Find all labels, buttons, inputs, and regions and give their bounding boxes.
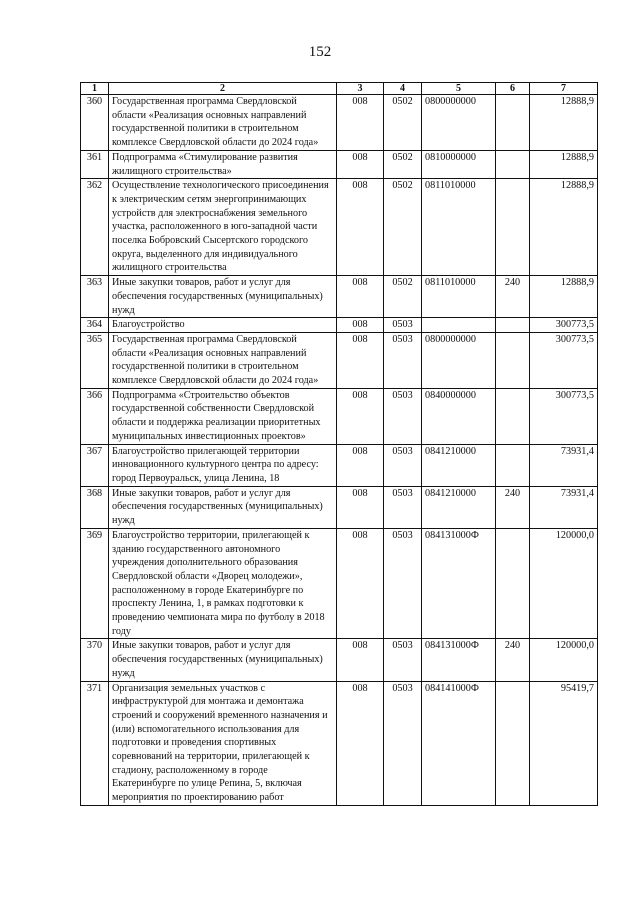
- row-number: 366: [81, 388, 109, 444]
- row-expense-type: 240: [496, 276, 530, 318]
- row-section-code: 0503: [384, 486, 422, 528]
- table-row: [81, 179, 598, 276]
- row-name: Иные закупки товаров, работ и услуг для обеспечения государственных (муниципальных) нужд: [109, 276, 337, 318]
- row-name: Подпрограмма «Строительство объектов государственной собственности Свердловской области и поддержка реализации приоритетных муниципальных инвестиционных проектов»: [109, 388, 337, 444]
- row-number: 367: [81, 444, 109, 486]
- row-sum: 120000,0: [530, 639, 598, 681]
- row-section-code: 0503: [384, 388, 422, 444]
- row-name: Осуществление технологического присоединения к электрическим сетям энергопринимающих устройств для электроснабжения земельного участка, расположенного в юго-западной части поселка Бобровский Сысертского городского округа, выделенного для индивидуального жилищного строительства: [109, 179, 337, 276]
- row-department-code: 008: [337, 95, 384, 151]
- column-header: 1: [81, 83, 109, 95]
- row-section-code: 0502: [384, 150, 422, 178]
- row-number: 364: [81, 318, 109, 333]
- table-row: [81, 639, 598, 681]
- row-target-code: 0841210000: [422, 486, 496, 528]
- column-header: 7: [530, 83, 598, 95]
- row-department-code: 008: [337, 179, 384, 276]
- row-number: 361: [81, 150, 109, 178]
- row-expense-type: [496, 528, 530, 639]
- row-number: 368: [81, 486, 109, 528]
- row-department-code: 008: [337, 388, 384, 444]
- row-expense-type: [496, 681, 530, 805]
- row-target-code: 0841210000: [422, 444, 496, 486]
- row-name: Подпрограмма «Стимулирование развития жилищного строительства»: [109, 150, 337, 178]
- row-name: Иные закупки товаров, работ и услуг для обеспечения государственных (муниципальных) нужд: [109, 639, 337, 681]
- row-name: Государственная программа Свердловской области «Реализация основных направлений государственной политики в строительном комплексе Свердловской области до 2024 года»: [109, 95, 337, 151]
- row-name: Благоустройство: [109, 318, 337, 333]
- row-name: Иные закупки товаров, работ и услуг для обеспечения государственных (муниципальных) нужд: [109, 486, 337, 528]
- row-section-code: 0503: [384, 528, 422, 639]
- table-row: [81, 444, 598, 486]
- row-target-code: [422, 318, 496, 333]
- row-department-code: 008: [337, 276, 384, 318]
- table-row: [81, 486, 598, 528]
- row-name: Организация земельных участков с инфраструктурой для монтажа и демонтажа строений и сооружений временного назначения и (или) вспомогательного использования для подготовки и проведения спортивных соревнований на территории, прилегающей к стадиону, расположенному в городе Екатеринбурге по улице Репина, 5, включая мероприятия по проектированию работ: [109, 681, 337, 805]
- row-number: 363: [81, 276, 109, 318]
- row-number: 369: [81, 528, 109, 639]
- column-header: 6: [496, 83, 530, 95]
- row-expense-type: [496, 318, 530, 333]
- row-sum: 12888,9: [530, 276, 598, 318]
- row-sum: 12888,9: [530, 150, 598, 178]
- row-section-code: 0503: [384, 318, 422, 333]
- table-row: [81, 276, 598, 318]
- row-name: Благоустройство территории, прилегающей к зданию государственного автономного учреждения дополнительного образования Свердловской области «Дворец молодежи», расположенному в городе Екатеринбурге по проспекту Ленина, 1, в рамках подготовки к проведению чемпионата мира по футболу в 2018 году: [109, 528, 337, 639]
- column-header: 3: [337, 83, 384, 95]
- row-sum: 300773,5: [530, 388, 598, 444]
- row-expense-type: [496, 95, 530, 151]
- row-number: 362: [81, 179, 109, 276]
- page-number: 152: [308, 44, 332, 60]
- row-sum: 73931,4: [530, 444, 598, 486]
- table-row: [81, 388, 598, 444]
- row-number: 370: [81, 639, 109, 681]
- row-name: Государственная программа Свердловской области «Реализация основных направлений государственной политики в строительном комплексе Свердловской области до 2024 года»: [109, 332, 337, 388]
- row-section-code: 0503: [384, 681, 422, 805]
- row-department-code: 008: [337, 318, 384, 333]
- row-sum: 95419,7: [530, 681, 598, 805]
- row-expense-type: [496, 332, 530, 388]
- row-target-code: 084131000Ф: [422, 528, 496, 639]
- row-expense-type: [496, 388, 530, 444]
- row-target-code: 084141000Ф: [422, 681, 496, 805]
- row-expense-type: [496, 150, 530, 178]
- row-target-code: 084131000Ф: [422, 639, 496, 681]
- column-header: 5: [422, 83, 496, 95]
- row-sum: 300773,5: [530, 332, 598, 388]
- row-name: Благоустройство прилегающей территории инновационного культурного центра по адресу: город Первоуральск, улица Ленина, 18: [109, 444, 337, 486]
- row-sum: 12888,9: [530, 95, 598, 151]
- table-row: [81, 150, 598, 178]
- row-department-code: 008: [337, 444, 384, 486]
- row-sum: 73931,4: [530, 486, 598, 528]
- row-section-code: 0502: [384, 95, 422, 151]
- row-target-code: 0810000000: [422, 150, 496, 178]
- row-department-code: 008: [337, 332, 384, 388]
- row-section-code: 0502: [384, 276, 422, 318]
- row-number: 371: [81, 681, 109, 805]
- row-department-code: 008: [337, 150, 384, 178]
- row-department-code: 008: [337, 528, 384, 639]
- row-sum: 300773,5: [530, 318, 598, 333]
- row-target-code: 0811010000: [422, 179, 496, 276]
- row-target-code: 0800000000: [422, 332, 496, 388]
- column-header: 4: [384, 83, 422, 95]
- table-row: [81, 681, 598, 805]
- table-header-row: [81, 83, 598, 95]
- row-target-code: 0800000000: [422, 95, 496, 151]
- row-expense-type: 240: [496, 639, 530, 681]
- row-sum: 120000,0: [530, 528, 598, 639]
- row-number: 365: [81, 332, 109, 388]
- table-row: [81, 318, 598, 333]
- table-row: [81, 95, 598, 151]
- row-department-code: 008: [337, 486, 384, 528]
- row-number: 360: [81, 95, 109, 151]
- row-section-code: 0503: [384, 332, 422, 388]
- row-department-code: 008: [337, 681, 384, 805]
- row-target-code: 0840000000: [422, 388, 496, 444]
- row-department-code: 008: [337, 639, 384, 681]
- table-row: [81, 528, 598, 639]
- row-target-code: 0811010000: [422, 276, 496, 318]
- column-header: 2: [109, 83, 337, 95]
- row-expense-type: 240: [496, 486, 530, 528]
- row-section-code: 0502: [384, 179, 422, 276]
- row-section-code: 0503: [384, 639, 422, 681]
- row-sum: 12888,9: [530, 179, 598, 276]
- table-row: [81, 332, 598, 388]
- row-expense-type: [496, 444, 530, 486]
- row-expense-type: [496, 179, 530, 276]
- row-section-code: 0503: [384, 444, 422, 486]
- budget-table: [80, 82, 598, 806]
